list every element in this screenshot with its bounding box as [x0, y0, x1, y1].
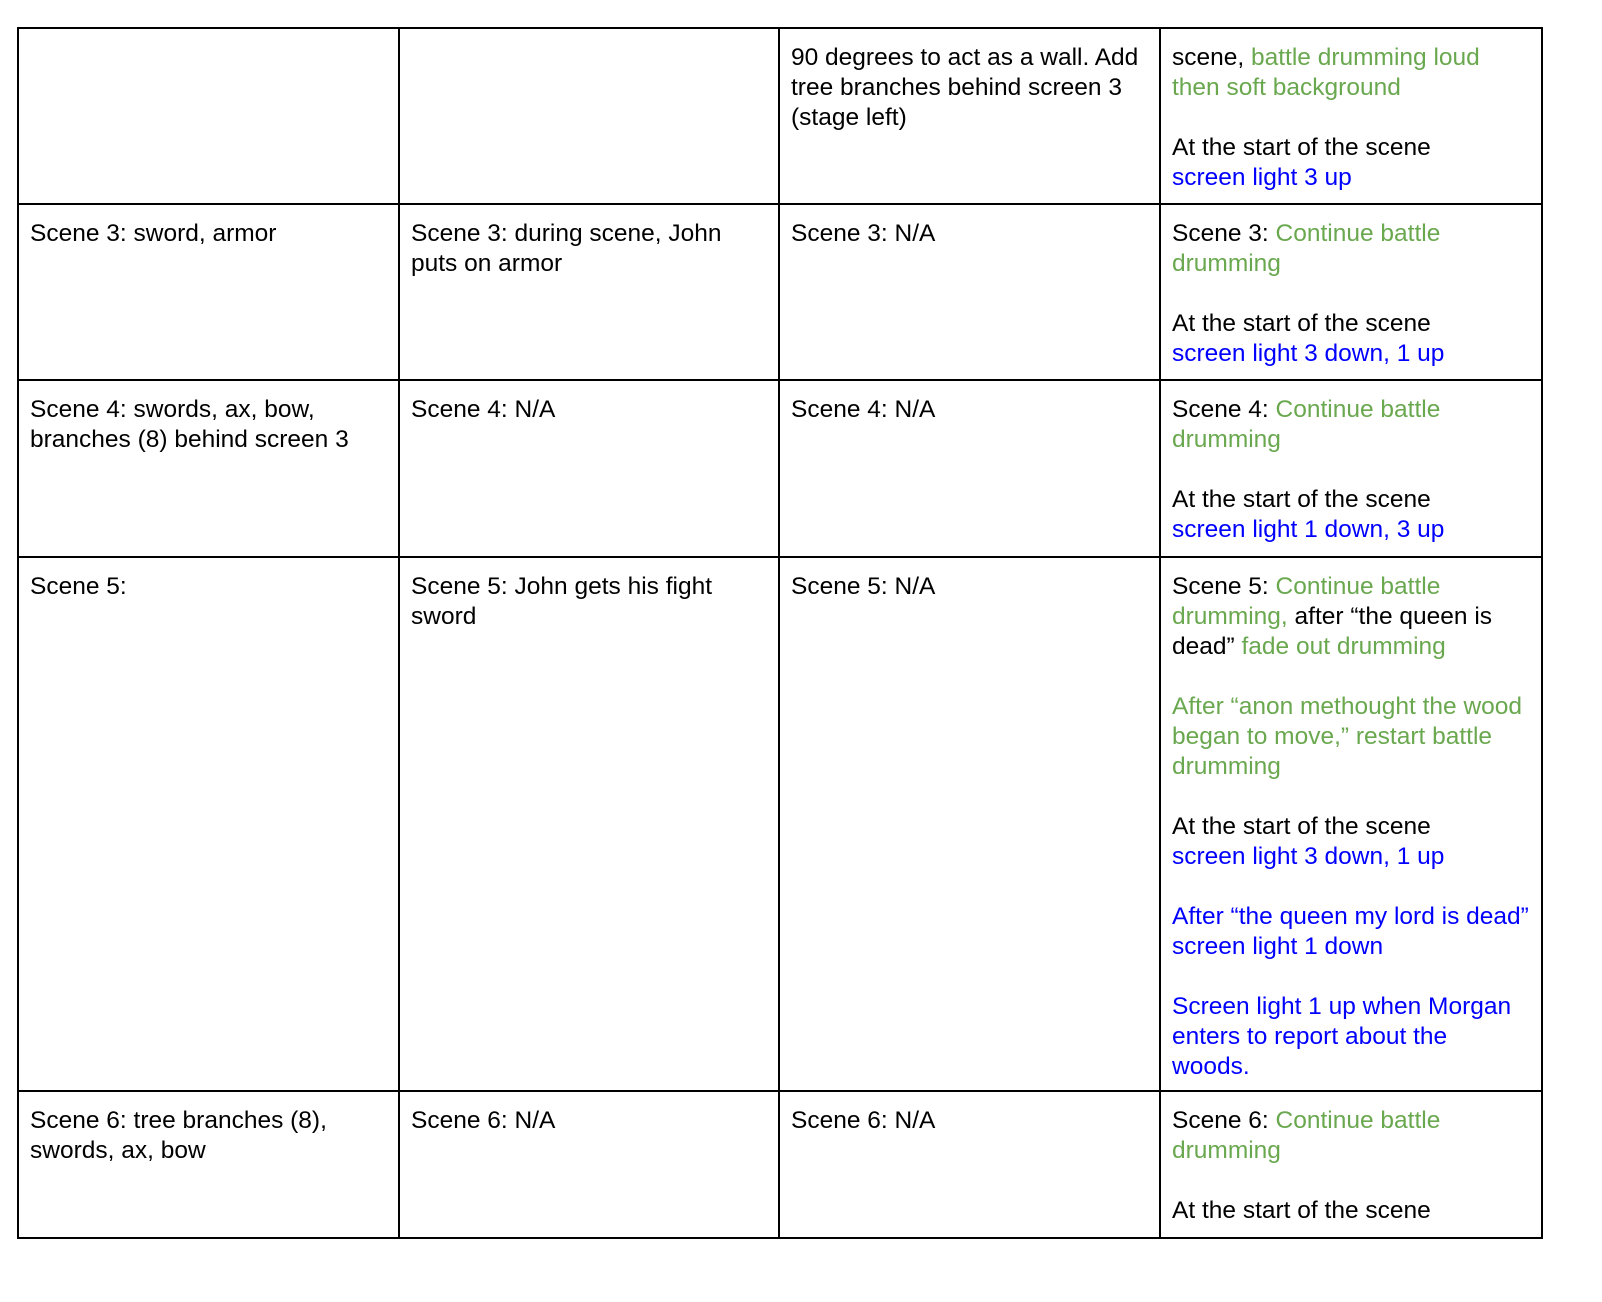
cue-sheet-table — [17, 27, 1543, 1239]
costumes-cell: Scene 5: John gets his fight sword — [399, 557, 779, 1091]
cues-cell — [1160, 557, 1542, 1091]
table-row — [18, 380, 1542, 557]
cue-text: At the start of the scene — [1172, 486, 1431, 513]
cue-text: At the start of the scene — [1172, 134, 1431, 161]
cue-text: Scene 3: — [1172, 220, 1276, 247]
props-cell: Scene 6: tree branches (8), swords, ax, bow — [18, 1091, 399, 1238]
cue-paragraph — [1172, 309, 1530, 369]
costumes-cell: Scene 4: N/A — [399, 380, 779, 557]
cue-text: Scene 4: — [1172, 396, 1276, 423]
light-cue-text: screen light 1 down, 3 up — [1172, 516, 1445, 543]
set-cell: Scene 5: N/A — [779, 557, 1160, 1091]
cue-paragraph — [1172, 572, 1530, 662]
music-cue-text: Continue battle drumming — [1172, 220, 1441, 277]
table-row — [18, 28, 1542, 204]
props-cell — [18, 28, 399, 204]
light-cue-text: screen light 3 down, 1 up — [1172, 843, 1445, 870]
music-cue-text: Continue battle drumming, — [1172, 573, 1441, 630]
cue-paragraph — [1172, 1106, 1530, 1166]
music-cue-text: After “anon methought the wood began to move,” restart battle drumming — [1172, 693, 1523, 780]
light-cue-text: After “the queen my lord is dead” screen light 1 down — [1172, 903, 1529, 960]
cue-text: At the start of the scene — [1172, 1197, 1431, 1224]
cue-text: Scene 5: — [1172, 573, 1276, 600]
cue-paragraph — [1172, 395, 1530, 455]
music-cue-text: battle drumming loud then soft background — [1172, 44, 1480, 101]
table-row — [18, 557, 1542, 1091]
cue-text: scene, — [1172, 44, 1251, 71]
set-cell: Scene 4: N/A — [779, 380, 1160, 557]
cue-paragraph — [1172, 133, 1530, 193]
costumes-cell — [399, 28, 779, 204]
cue-paragraph — [1172, 485, 1530, 545]
cue-text: Scene 6: — [1172, 1107, 1276, 1134]
cue-paragraph — [1172, 812, 1530, 872]
costumes-cell: Scene 6: N/A — [399, 1091, 779, 1238]
music-cue-text: fade out drumming — [1234, 633, 1446, 660]
cues-cell — [1160, 28, 1542, 204]
costumes-cell: Scene 3: during scene, John puts on armor — [399, 204, 779, 380]
props-cell: Scene 3: sword, armor — [18, 204, 399, 380]
props-cell: Scene 4: swords, ax, bow, branches (8) behind screen 3 — [18, 380, 399, 557]
cue-text: At the start of the scene — [1172, 310, 1431, 337]
music-cue-text: Continue battle drumming — [1172, 396, 1441, 453]
cue-paragraph — [1172, 43, 1530, 103]
table-row — [18, 1091, 1542, 1238]
cue-text: after “the queen is dead” — [1172, 603, 1493, 660]
cue-text: At the start of the scene — [1172, 813, 1431, 840]
light-cue-text: screen light 3 up — [1172, 164, 1352, 191]
cues-cell — [1160, 204, 1542, 380]
music-cue-text: Continue battle drumming — [1172, 1107, 1441, 1164]
set-cell: Scene 6: N/A — [779, 1091, 1160, 1238]
light-cue-text: screen light 3 down, 1 up — [1172, 340, 1445, 367]
cues-cell — [1160, 380, 1542, 557]
set-cell: Scene 3: N/A — [779, 204, 1160, 380]
light-cue-text: Screen light 1 up when Morgan enters to report about the woods. — [1172, 993, 1512, 1080]
cues-cell — [1160, 1091, 1542, 1238]
cue-paragraph — [1172, 219, 1530, 279]
set-cell: 90 degrees to act as a wall. Add tree branches behind screen 3 (stage left) — [779, 28, 1160, 204]
table-row — [18, 204, 1542, 380]
props-cell: Scene 5: — [18, 557, 399, 1091]
